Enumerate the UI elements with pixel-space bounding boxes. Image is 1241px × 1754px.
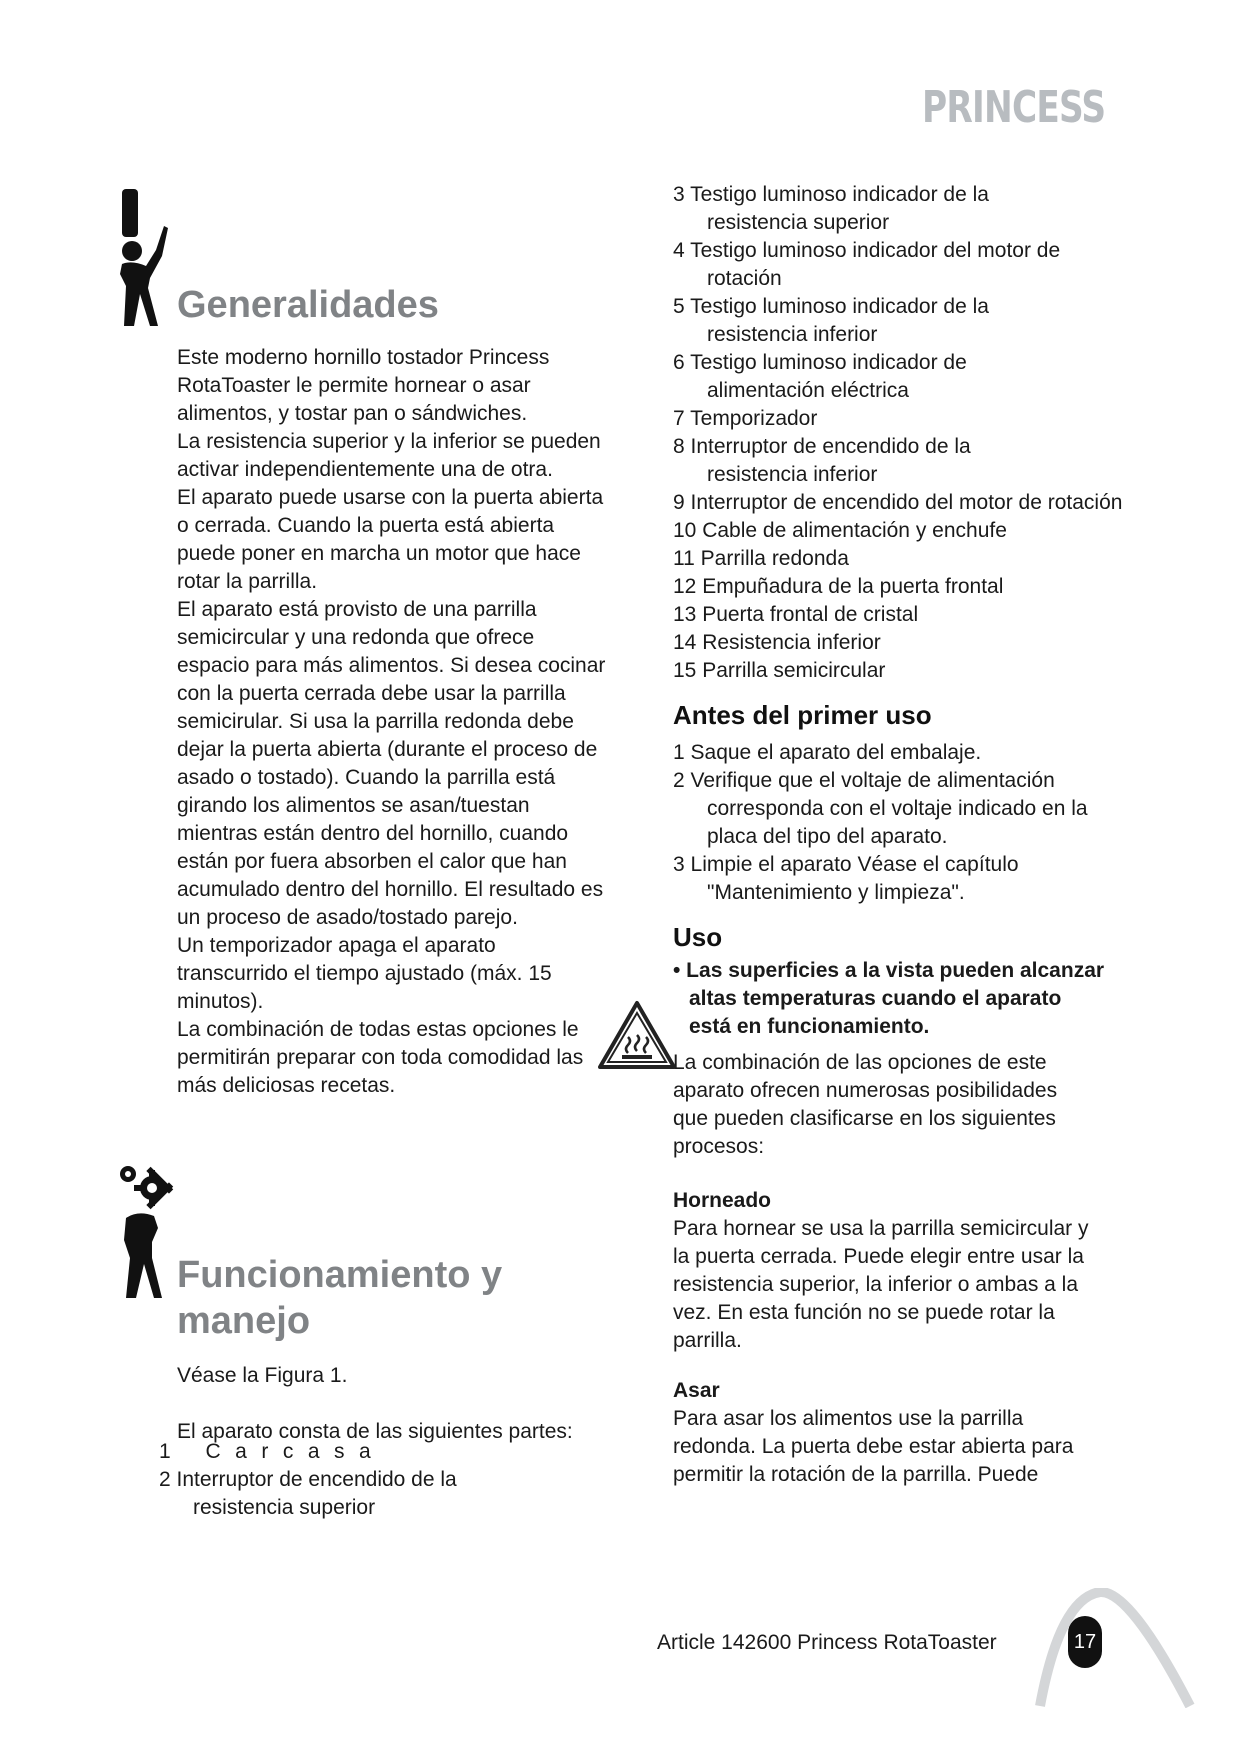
step-item: 1 Saque el aparato del embalaje.: [673, 741, 982, 764]
part-item: 5 Testigo luminoso indicador de la resistencia inferior: [673, 295, 989, 346]
generalidades-paragraph: Este moderno hornillo tostador Princess RotaToaster le permite hornear o asar alimentos, y tostar pan o sándwiches.: [177, 346, 550, 425]
page-number: 17: [1068, 1616, 1102, 1668]
part-item: 3 Testigo luminoso indicador de la resistencia superior: [673, 183, 989, 234]
part-item: 9 Interruptor de encendido del motor de rotación: [673, 491, 1123, 514]
horneado-heading: Horneado: [673, 1189, 772, 1212]
generalidades-section: [177, 282, 607, 1100]
horneado-text: Para hornear se usa la parrilla semicircular y la puerta cerrada. Puede elegir entre usar la resistencia superior, la inferior o ambas a la vez. En esta función no se puede rotar la parrilla.: [673, 1217, 1089, 1352]
parts-list-left: [159, 1438, 619, 1522]
uso-heading: Uso: [673, 922, 723, 952]
part-item: 2 Interruptor de encendido de la resistencia superior: [159, 1468, 457, 1519]
funcionamiento-heading-line1: Funcionamiento y: [177, 1254, 503, 1296]
funcionamiento-heading-line2: manejo: [177, 1300, 311, 1342]
part-item: 15 Parrilla semicircular: [673, 659, 886, 682]
generalidades-paragraph: El aparato puede usarse con la puerta abierta o cerrada. Cuando la puerta está abierta puede poner en marcha un motor que hace rotar la parrilla.: [177, 486, 604, 593]
part-item: 4 Testigo luminoso indicador del motor de rotación: [673, 239, 1061, 290]
asar-text: Para asar los alimentos use la parrilla redonda. La puerta debe estar abierta para permitir la rotación de la parrilla. Puede: [673, 1407, 1074, 1486]
see-figure-text: Véase la Figura 1.: [177, 1364, 348, 1387]
part-item: 6 Testigo luminoso indicador de alimentación eléctrica: [673, 351, 967, 402]
brand-logo: PRINCESS: [922, 82, 1106, 133]
part-item: 13 Puerta frontal de cristal: [673, 603, 919, 626]
step-item: 2 Verifique que el voltaje de alimentación corresponda con el voltaje indicado en la placa del tipo del aparato.: [673, 769, 1088, 848]
part-item: 7 Temporizador: [673, 407, 818, 430]
part-item: 12 Empuñadura de la puerta frontal: [673, 575, 1004, 598]
parts-intro: El aparato consta de las siguientes partes:: [177, 1420, 573, 1443]
part-item: 8 Interruptor de encendido de la resistencia inferior: [673, 435, 971, 486]
funcionamiento-section: [177, 1252, 607, 1446]
generalidades-paragraph: La resistencia superior y la inferior se pueden activar independientemente una de otra.: [177, 430, 601, 481]
parts-list-right: [673, 181, 1123, 1489]
antes-heading: Antes del primer uso: [673, 700, 932, 730]
page-swoosh-decoration: [1030, 1588, 1200, 1708]
step-item: 3 Limpie el aparato Véase el capítulo "Mantenimiento y limpieza".: [673, 853, 1019, 904]
generalidades-heading: Generalidades: [177, 284, 439, 326]
part-item: 1 Carcasa: [159, 1440, 386, 1463]
generalidades-paragraph: Un temporizador apaga el aparato transcurrido el tiempo ajustado (máx. 15 minutos).: [177, 934, 552, 1013]
part-item: 14 Resistencia inferior: [673, 631, 881, 654]
part-item: 11 Parrilla redonda: [673, 547, 849, 570]
hot-surface-warning: • Las superficies a la vista pueden alcanzar altas temperaturas cuando el aparato está en funcionamiento.: [673, 959, 1105, 1038]
funcionamiento-heading: [177, 1252, 607, 1344]
hot-surface-warning-icon: [596, 999, 678, 1071]
footer-article: Article 142600 Princess RotaToaster: [657, 1631, 997, 1654]
part-item: 10 Cable de alimentación y enchufe: [673, 519, 1007, 542]
settings-person-icon: [116, 1162, 176, 1298]
info-person-icon: [112, 186, 172, 326]
generalidades-paragraph: La combinación de todas estas opciones le permitirán preparar con toda comodidad las más deliciosas recetas.: [177, 1018, 584, 1097]
generalidades-paragraph: El aparato está provisto de una parrilla semicircular y una redonda que ofrece espacio para más alimentos. Si desea cocinar con la puerta cerrada debe usar la parrilla semicirular. Si usa la parrilla redonda debe dejar la puerta abierta (durante el proceso de asado o tostado). Cuando la parrilla está girando los alimentos se asan/tuestan mientras están dentro del hornillo, cuando están por fuera absorben el calor que han acumulado dentro del hornillo. El resultado es un proceso de asado/tostado parejo.: [177, 598, 606, 929]
uso-intro: La combinación de las opciones de este aparato ofrecen numerosas posibilidades que pueden clasificarse en los siguientes procesos:: [673, 1051, 1058, 1158]
asar-heading: Asar: [673, 1379, 720, 1402]
